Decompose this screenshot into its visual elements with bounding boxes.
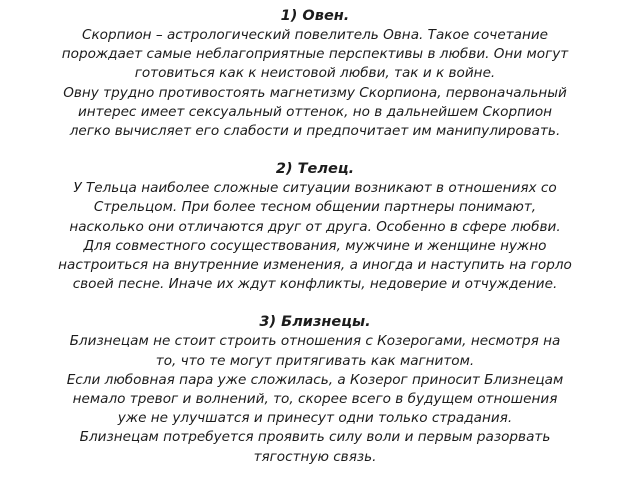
text-line: своей песне. Иначе их ждут конфликты, недоверие и отчуждение. <box>72 276 558 293</box>
text-line: Овну трудно противостоять магнетизму Скорпиона, первоначальный <box>63 84 567 101</box>
text-line: Для совместного сосуществования, мужчине и женщине нужно <box>83 237 547 254</box>
text-line: уже не улучшатся и принесут одни только страдания. <box>117 410 513 427</box>
section-gemini <box>0 312 630 466</box>
section-aries <box>0 6 630 141</box>
text-line: тягостную связь. <box>253 448 377 465</box>
section-heading: 3) Близнецы. <box>259 314 371 331</box>
text-line: Скорпион – астрологический повелитель Овна. Такое сочетание <box>81 27 549 43</box>
text-line: Стрельцом. При более тесном общении партнеры понимают, <box>93 199 537 216</box>
section-heading: 2) Телец. <box>275 161 355 178</box>
text-line: то, что те могут притягивать как магнитом. <box>155 352 475 369</box>
text-line: насколько они отличаются друг от друга. Особенно в сфере любви. <box>69 218 561 235</box>
section-heading: 1) Овен. <box>280 8 350 24</box>
text-line: Если любовная пара уже сложилась, а Козерог приносит Близнецам <box>66 371 564 388</box>
text-line: настроиться на внутренние изменения, а иногда и наступить на горло <box>58 257 572 274</box>
text-line: готовиться как к неистовой любви, так и к войне. <box>134 65 496 82</box>
text-line: интерес имеет сексуальный оттенок, но в дальнейшем Скорпион <box>77 103 553 120</box>
text-line: немало тревог и волнений, то, скорее всего в будущем отношения <box>72 391 558 408</box>
section-taurus <box>0 159 630 294</box>
text-line: порождает самые неблагоприятные перспективы в любви. Они могут <box>61 46 569 63</box>
text-line: Близнецам не стоит строить отношения с Козерогами, несмотря на <box>69 333 561 350</box>
text-line: легко вычисляет его слабости и предпочитает им манипулировать. <box>69 123 561 140</box>
text-line: Близнецам потребуется проявить силу воли и первым разорвать <box>79 429 551 446</box>
text-line: У Тельца наиболее сложные ситуации возникают в отношениях со <box>73 180 557 197</box>
